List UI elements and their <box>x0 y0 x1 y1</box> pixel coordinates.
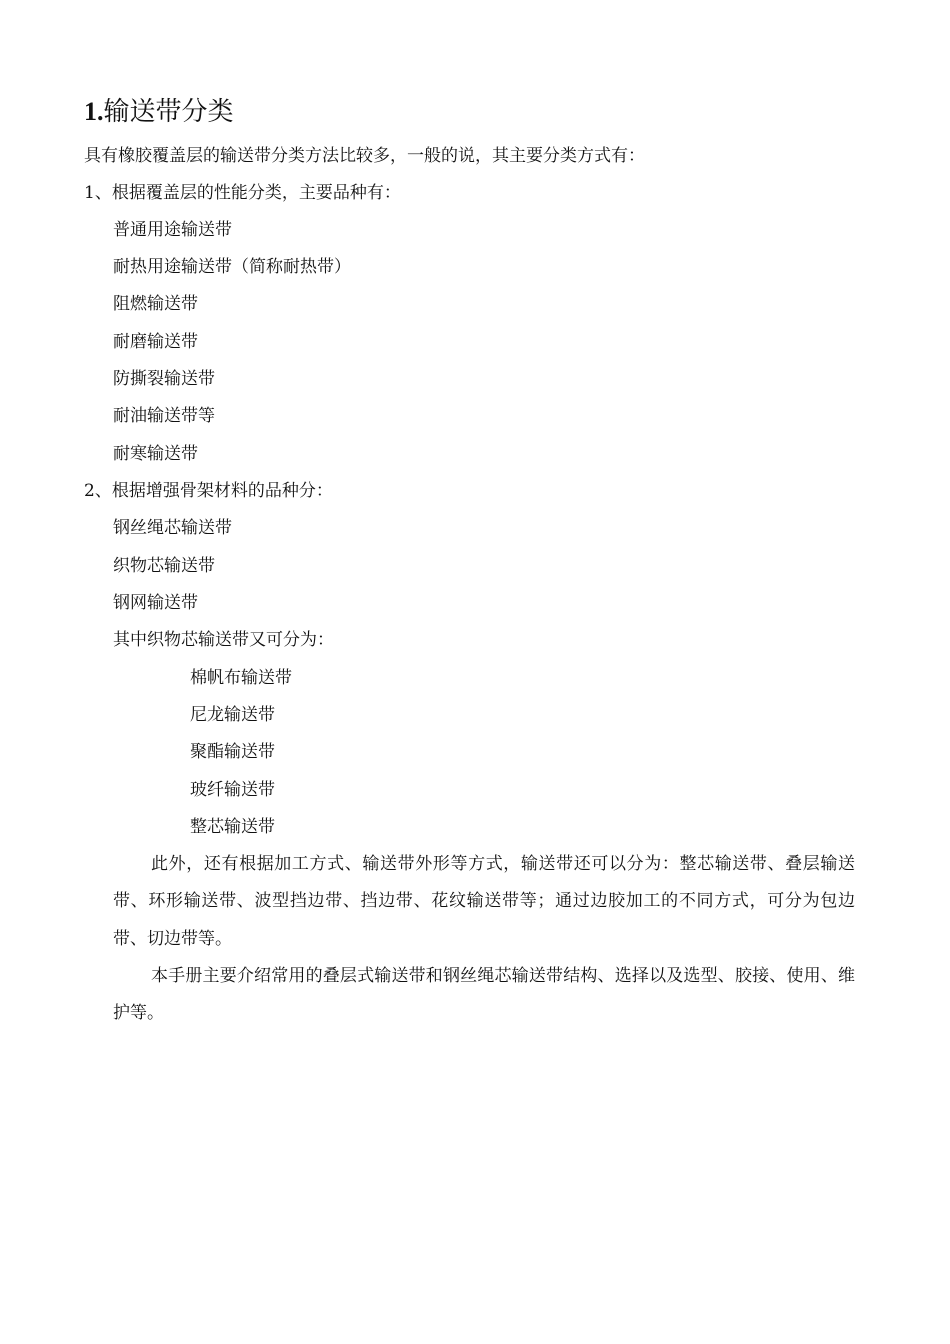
list-item: 阻燃输送带 <box>113 294 198 314</box>
sub-list-item: 整芯输送带 <box>190 817 275 837</box>
subsection-title: 其中织物芯输送带又可分为： <box>113 630 334 650</box>
sub-list-item: 尼龙输送带 <box>190 705 275 725</box>
intro-text: 具有橡胶覆盖层的输送带分类方法比较多，一般的说，其主要分类方式有： <box>84 146 645 166</box>
list-item: 耐寒输送带 <box>113 444 198 464</box>
list-item: 普通用途输送带 <box>113 220 232 240</box>
list-item: 钢丝绳芯输送带 <box>113 518 232 538</box>
list-item: 耐油输送带等 <box>113 406 215 426</box>
heading-number: 1. <box>84 97 104 126</box>
list-item: 耐磨输送带 <box>113 332 198 352</box>
list-item: 耐热用途输送带（简称耐热带） <box>113 257 351 277</box>
body-paragraph: 此外，还有根据加工方式、输送带外形等方式，输送带还可以分为：整芯输送带、叠层输送带、环形输送带、波型挡边带、挡边带、花纹输送带等；通过边胶加工的不同方式，可分为包边带、切边带等。 <box>113 854 855 949</box>
body-paragraph: 本手册主要介绍常用的叠层式输送带和钢丝绳芯输送带结构、选择以及选型、胶接、使用、维护等。 <box>113 966 855 1024</box>
list-item: 防撕裂输送带 <box>113 369 215 389</box>
section1-title: 1、根据覆盖层的性能分类，主要品种有： <box>84 183 401 203</box>
list-item: 织物芯输送带 <box>113 556 215 576</box>
section2-title: 2、根据增强骨架材料的品种分： <box>84 481 333 501</box>
sub-list-item: 棉帆布输送带 <box>190 668 292 688</box>
section-heading <box>84 92 234 132</box>
sub-list-item: 玻纤输送带 <box>190 780 275 800</box>
list-item: 钢网输送带 <box>113 593 198 613</box>
heading-title: 输送带分类 <box>103 97 234 127</box>
sub-list-item: 聚酯输送带 <box>190 742 275 762</box>
